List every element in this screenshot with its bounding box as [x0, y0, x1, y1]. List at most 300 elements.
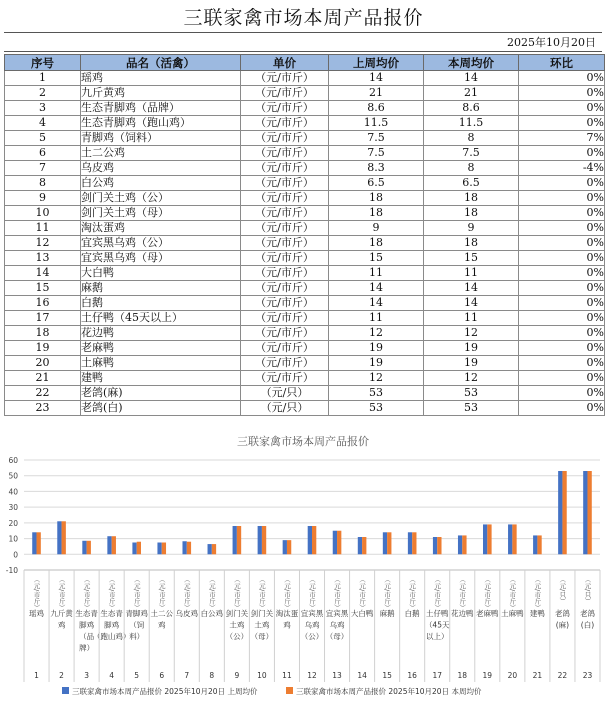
category-number: 9	[234, 671, 240, 680]
bar-series-1	[208, 544, 212, 554]
cell-no: 17	[5, 311, 81, 326]
cell-no: 15	[5, 281, 81, 296]
category-label: 鸡	[283, 620, 291, 630]
cell-change: 0%	[519, 221, 605, 236]
table-row	[5, 236, 605, 251]
y-tick-label: 20	[8, 518, 18, 528]
cell-change: 7%	[519, 131, 605, 146]
cell-change: 0%	[519, 206, 605, 221]
category-unit-label: （元/市斤）	[182, 576, 191, 611]
cell-change: 0%	[519, 101, 605, 116]
bar-series-1	[132, 543, 136, 555]
table-row	[5, 386, 605, 401]
cell-this-week: 11.5	[424, 116, 519, 131]
cell-no: 19	[5, 341, 81, 356]
bar-series-1	[458, 535, 462, 554]
bar-series-2	[462, 535, 466, 554]
cell-this-week: 21	[424, 86, 519, 101]
category-label: 脚鸡	[104, 620, 120, 630]
cell-last-week: 19	[329, 356, 424, 371]
cell-last-week: 15	[329, 251, 424, 266]
cell-unit: （元/市斤）	[241, 146, 329, 161]
bar-series-1	[57, 521, 61, 554]
cell-last-week: 7.5	[329, 146, 424, 161]
table-row	[5, 116, 605, 131]
price-table	[4, 54, 605, 416]
category-label: 牌）	[79, 643, 95, 653]
price-chart	[0, 430, 607, 699]
cell-unit: （元/市斤）	[241, 281, 329, 296]
bar-series-1	[333, 531, 337, 555]
y-tick-label: 10	[8, 534, 18, 544]
category-label: 九斤黄	[50, 609, 73, 618]
bar-series-1	[583, 471, 587, 554]
cell-last-week: 7.5	[329, 131, 424, 146]
category-unit-label: （元/市斤）	[32, 576, 41, 611]
category-label: 麻鹅	[379, 609, 395, 618]
category-unit-label: （元/市斤）	[157, 576, 166, 611]
chart-title: 三联家禽市场本周产品报价	[237, 435, 369, 448]
y-tick-label: 0	[13, 550, 18, 560]
bar-series-2	[437, 537, 441, 554]
cell-change: 0%	[519, 281, 605, 296]
category-number: 23	[582, 671, 593, 680]
cell-no: 18	[5, 326, 81, 341]
cell-no: 3	[5, 101, 81, 116]
category-label: 老鸽	[579, 609, 595, 618]
category-label: 土仔鸭	[425, 609, 449, 618]
category-unit-label: （元/只）	[583, 576, 592, 605]
cell-name: 白鹅	[81, 296, 241, 311]
category-number: 11	[282, 671, 292, 680]
cell-name: 九斤黄鸡	[81, 86, 241, 101]
report-date: 2025年10月20日	[4, 32, 602, 52]
header-unit: 单价	[241, 55, 329, 71]
bar-series-1	[182, 541, 186, 554]
cell-unit: （元/市斤）	[241, 356, 329, 371]
category-label: 建鸭	[529, 609, 545, 618]
category-label: 宜宾黑	[300, 609, 324, 618]
cell-unit: （元/市斤）	[241, 296, 329, 311]
cell-no: 16	[5, 296, 81, 311]
cell-no: 22	[5, 386, 81, 401]
cell-name: 剑门关土鸡（母）	[81, 206, 241, 221]
category-number: 18	[457, 671, 468, 680]
table-row	[5, 356, 605, 371]
category-number: 7	[184, 671, 190, 680]
table-header-row	[5, 55, 605, 71]
cell-this-week: 53	[424, 386, 519, 401]
table-row	[5, 326, 605, 341]
cell-unit: （元/只）	[241, 386, 329, 401]
cell-unit: （元/市斤）	[241, 221, 329, 236]
cell-this-week: 14	[424, 281, 519, 296]
cell-name: 老鸽(麻)	[81, 386, 241, 401]
cell-unit: （元/市斤）	[241, 161, 329, 176]
table-row	[5, 86, 605, 101]
cell-no: 11	[5, 221, 81, 236]
bar-series-2	[412, 532, 416, 554]
category-label: (白)	[580, 620, 595, 630]
category-number: 13	[332, 671, 342, 680]
cell-this-week: 19	[424, 341, 519, 356]
cell-last-week: 11	[329, 311, 424, 326]
category-label: 生态青	[100, 609, 123, 618]
cell-last-week: 12	[329, 326, 424, 341]
bar-series-2	[112, 536, 116, 554]
cell-name: 乌皮鸡	[81, 161, 241, 176]
bar-series-1	[483, 524, 487, 554]
cell-no: 2	[5, 86, 81, 101]
table-row	[5, 251, 605, 266]
cell-change: 0%	[519, 386, 605, 401]
cell-name: 土仔鸭（45天以上）	[81, 311, 241, 326]
bar-series-2	[362, 537, 366, 554]
category-number: 22	[557, 671, 568, 680]
bar-series-1	[558, 471, 562, 554]
bar-series-1	[533, 535, 537, 554]
bar-series-1	[157, 543, 161, 555]
category-label: 淘汰蛋	[275, 609, 299, 618]
cell-this-week: 18	[424, 236, 519, 251]
cell-no: 23	[5, 401, 81, 416]
cell-name: 瑶鸡	[81, 71, 241, 86]
category-label: （45天	[424, 620, 450, 630]
cell-this-week: 18	[424, 191, 519, 206]
category-number: 5	[134, 671, 140, 680]
category-label: 老鸽	[554, 609, 570, 618]
bar-series-2	[537, 535, 541, 554]
category-number: 6	[159, 671, 165, 680]
category-label: 瑶鸡	[29, 609, 45, 618]
cell-change: 0%	[519, 356, 605, 371]
cell-name: 宜宾黑乌鸡（公）	[81, 236, 241, 251]
bar-series-2	[237, 526, 241, 554]
category-label: 乌鸡	[329, 620, 345, 630]
cell-last-week: 11.5	[329, 116, 424, 131]
cell-last-week: 11	[329, 266, 424, 281]
category-unit-label: （元/只）	[558, 576, 567, 605]
bar-series-1	[508, 524, 512, 554]
cell-change: 0%	[519, 341, 605, 356]
category-label: （母）	[325, 632, 349, 641]
category-number: 10	[257, 671, 267, 680]
table-row	[5, 176, 605, 191]
cell-name: 白公鸡	[81, 176, 241, 191]
category-number: 1	[34, 671, 39, 680]
cell-no: 21	[5, 371, 81, 386]
category-label: 老麻鸭	[476, 609, 499, 618]
category-number: 2	[59, 671, 64, 680]
cell-name: 土麻鸭	[81, 356, 241, 371]
table-row	[5, 161, 605, 176]
cell-name: 建鸭	[81, 371, 241, 386]
cell-name: 大白鸭	[81, 266, 241, 281]
bar-series-2	[162, 543, 166, 555]
category-label: 剑门关	[250, 609, 274, 618]
cell-last-week: 19	[329, 341, 424, 356]
header-name: 品名（活禽）	[81, 55, 241, 71]
bar-series-1	[258, 526, 262, 554]
cell-change: 0%	[519, 236, 605, 251]
bar-series-1	[383, 532, 387, 554]
category-number: 19	[482, 671, 493, 680]
bar-series-1	[32, 532, 36, 554]
cell-no: 9	[5, 191, 81, 206]
category-unit-label: （元/市斤）	[57, 576, 66, 611]
cell-no: 14	[5, 266, 81, 281]
cell-name: 淘汰蛋鸡	[81, 221, 241, 236]
cell-last-week: 8.6	[329, 101, 424, 116]
cell-this-week: 11	[424, 311, 519, 326]
cell-this-week: 12	[424, 326, 519, 341]
category-unit-label: （元/市斤）	[232, 576, 241, 611]
category-label: 白公鸡	[200, 609, 224, 618]
cell-change: 0%	[519, 371, 605, 386]
cell-unit: （元/市斤）	[241, 206, 329, 221]
bar-series-2	[187, 542, 191, 555]
table-row	[5, 281, 605, 296]
bar-series-2	[587, 471, 591, 554]
category-label: （母）	[250, 632, 274, 641]
table-body	[5, 71, 605, 416]
cell-change: 0%	[519, 401, 605, 416]
cell-last-week: 12	[329, 371, 424, 386]
y-tick-label: 30	[8, 503, 18, 513]
category-unit-label: （元/市斤）	[458, 576, 467, 611]
cell-last-week: 6.5	[329, 176, 424, 191]
header-last-week: 上周均价	[329, 55, 424, 71]
cell-change: 0%	[519, 296, 605, 311]
category-label: 脚鸡	[79, 620, 95, 630]
cell-change: 0%	[519, 191, 605, 206]
cell-name: 土二公鸡	[81, 146, 241, 161]
legend-label-2: 三联家禽市场本周产品报价 2025年10月20日 本周均价	[296, 687, 482, 696]
cell-this-week: 7.5	[424, 146, 519, 161]
cell-change: 0%	[519, 311, 605, 326]
cell-change: -4%	[519, 161, 605, 176]
cell-no: 6	[5, 146, 81, 161]
category-unit-label: （元/市斤）	[82, 576, 91, 611]
cell-this-week: 18	[424, 206, 519, 221]
legend-swatch-2	[286, 687, 293, 694]
bar-series-1	[107, 536, 111, 554]
cell-no: 12	[5, 236, 81, 251]
category-label: （公）	[225, 632, 249, 641]
category-number: 15	[382, 671, 392, 680]
category-number: 3	[84, 671, 89, 680]
cell-unit: （元/只）	[241, 401, 329, 416]
category-label: 鸡	[157, 620, 166, 630]
cell-unit: （元/市斤）	[241, 251, 329, 266]
cell-unit: （元/市斤）	[241, 341, 329, 356]
cell-change: 0%	[519, 326, 605, 341]
cell-this-week: 12	[424, 371, 519, 386]
category-unit-label: （元/市斤）	[333, 576, 342, 611]
table-row	[5, 131, 605, 146]
category-label: 剑门关	[225, 609, 249, 618]
cell-unit: （元/市斤）	[241, 266, 329, 281]
category-label: 大白鸭	[350, 609, 374, 618]
cell-last-week: 18	[329, 236, 424, 251]
cell-no: 8	[5, 176, 81, 191]
bar-series-1	[283, 540, 287, 554]
bar-series-2	[512, 524, 516, 554]
cell-this-week: 11	[424, 266, 519, 281]
category-label: 料）	[129, 632, 145, 641]
cell-last-week: 18	[329, 191, 424, 206]
cell-this-week: 19	[424, 356, 519, 371]
cell-unit: （元/市斤）	[241, 236, 329, 251]
category-unit-label: （元/市斤）	[358, 576, 367, 611]
cell-unit: （元/市斤）	[241, 326, 329, 341]
bar-series-2	[212, 544, 216, 554]
cell-last-week: 14	[329, 71, 424, 86]
bar-series-2	[262, 526, 266, 554]
cell-name: 麻鹅	[81, 281, 241, 296]
category-number: 21	[532, 671, 543, 680]
category-unit-label: （元/市斤）	[483, 576, 492, 611]
category-label: 以上）	[425, 632, 449, 641]
cell-unit: （元/市斤）	[241, 86, 329, 101]
cell-no: 20	[5, 356, 81, 371]
cell-no: 10	[5, 206, 81, 221]
cell-this-week: 8.6	[424, 101, 519, 116]
table-row	[5, 311, 605, 326]
cell-unit: （元/市斤）	[241, 311, 329, 326]
cell-unit: （元/市斤）	[241, 371, 329, 386]
cell-name: 剑门关土鸡（公）	[81, 191, 241, 206]
category-label: 乌皮鸡	[175, 609, 199, 618]
cell-last-week: 53	[329, 386, 424, 401]
category-label: 土鸡	[254, 620, 270, 630]
cell-this-week: 6.5	[424, 176, 519, 191]
category-unit-label: （元/市斤）	[282, 576, 291, 611]
cell-this-week: 8	[424, 161, 519, 176]
cell-last-week: 14	[329, 281, 424, 296]
category-label: （饲	[129, 620, 145, 630]
y-tick-label: -10	[5, 566, 18, 575]
cell-unit: （元/市斤）	[241, 71, 329, 86]
category-label: (麻)	[555, 620, 570, 630]
cell-last-week: 8.3	[329, 161, 424, 176]
category-unit-label: （元/市斤）	[533, 576, 542, 611]
bar-series-1	[233, 526, 237, 554]
bar-series-2	[37, 532, 41, 554]
cell-unit: （元/市斤）	[241, 191, 329, 206]
table-row	[5, 266, 605, 281]
category-number: 20	[507, 671, 518, 680]
category-label: 花边鸭	[451, 609, 474, 618]
table-row	[5, 341, 605, 356]
table-row	[5, 71, 605, 86]
cell-this-week: 14	[424, 71, 519, 86]
category-label: （品	[79, 632, 95, 641]
category-label: 青脚鸡	[125, 609, 148, 618]
bar-series-1	[358, 537, 362, 554]
category-number: 12	[307, 671, 317, 680]
cell-this-week: 9	[424, 221, 519, 236]
bar-series-2	[387, 532, 391, 554]
cell-name: 老鸽(白)	[81, 401, 241, 416]
header-no: 序号	[5, 55, 81, 71]
y-tick-label: 40	[8, 487, 18, 497]
cell-unit: （元/市斤）	[241, 131, 329, 146]
category-label: 宜宾黑	[325, 609, 349, 618]
y-tick-label: 60	[8, 456, 18, 465]
cell-change: 0%	[519, 116, 605, 131]
table-row	[5, 296, 605, 311]
cell-last-week: 14	[329, 296, 424, 311]
cell-no: 5	[5, 131, 81, 146]
cell-no: 7	[5, 161, 81, 176]
category-label: 白鹅	[404, 609, 420, 618]
cell-this-week: 14	[424, 296, 519, 311]
table-row	[5, 206, 605, 221]
table-row	[5, 371, 605, 386]
category-label: 生态青	[75, 609, 98, 618]
category-label: 土麻鸭	[501, 609, 524, 618]
cell-unit: （元/市斤）	[241, 176, 329, 191]
category-unit-label: （元/市斤）	[433, 576, 442, 611]
bar-series-1	[408, 532, 412, 554]
header-change: 环比	[519, 55, 605, 71]
cell-this-week: 15	[424, 251, 519, 266]
cell-last-week: 18	[329, 206, 424, 221]
category-unit-label: （元/市斤）	[107, 576, 116, 611]
cell-last-week: 9	[329, 221, 424, 236]
bar-series-2	[62, 521, 66, 554]
cell-no: 1	[5, 71, 81, 86]
cell-unit: （元/市斤）	[241, 116, 329, 131]
cell-name: 青脚鸡（饲料）	[81, 131, 241, 146]
cell-change: 0%	[519, 266, 605, 281]
table-row	[5, 401, 605, 416]
bar-series-2	[487, 524, 491, 554]
category-unit-label: （元/市斤）	[132, 576, 141, 611]
cell-this-week: 53	[424, 401, 519, 416]
legend-swatch-1	[62, 687, 69, 694]
cell-no: 13	[5, 251, 81, 266]
category-label: 鸡	[57, 620, 66, 630]
cell-change: 0%	[519, 146, 605, 161]
category-unit-label: （元/市斤）	[508, 576, 517, 611]
category-unit-label: （元/市斤）	[408, 576, 417, 611]
table-row	[5, 146, 605, 161]
table-row	[5, 191, 605, 206]
bar-series-2	[312, 526, 316, 554]
cell-name: 生态青脚鸡（品牌）	[81, 101, 241, 116]
category-unit-label: （元/市斤）	[383, 576, 392, 611]
category-number: 4	[109, 671, 115, 680]
cell-name: 宜宾黑乌鸡（母）	[81, 251, 241, 266]
category-unit-label: （元/市斤）	[257, 576, 266, 611]
table-row	[5, 221, 605, 236]
cell-this-week: 8	[424, 131, 519, 146]
cell-name: 老麻鸭	[81, 341, 241, 356]
cell-last-week: 21	[329, 86, 424, 101]
category-unit-label: （元/市斤）	[207, 576, 216, 611]
legend-label-1: 三联家禽市场本周产品报价 2025年10月20日 上周均价	[72, 687, 258, 696]
cell-no: 4	[5, 116, 81, 131]
category-unit-label: （元/市斤）	[308, 576, 316, 611]
cell-change: 0%	[519, 251, 605, 266]
bar-series-2	[137, 542, 141, 555]
page-title: 三联家禽市场本周产品报价	[183, 7, 424, 29]
category-label: （跑山鸡）	[92, 632, 131, 641]
cell-change: 0%	[519, 86, 605, 101]
category-label: 土鸡	[229, 620, 245, 630]
